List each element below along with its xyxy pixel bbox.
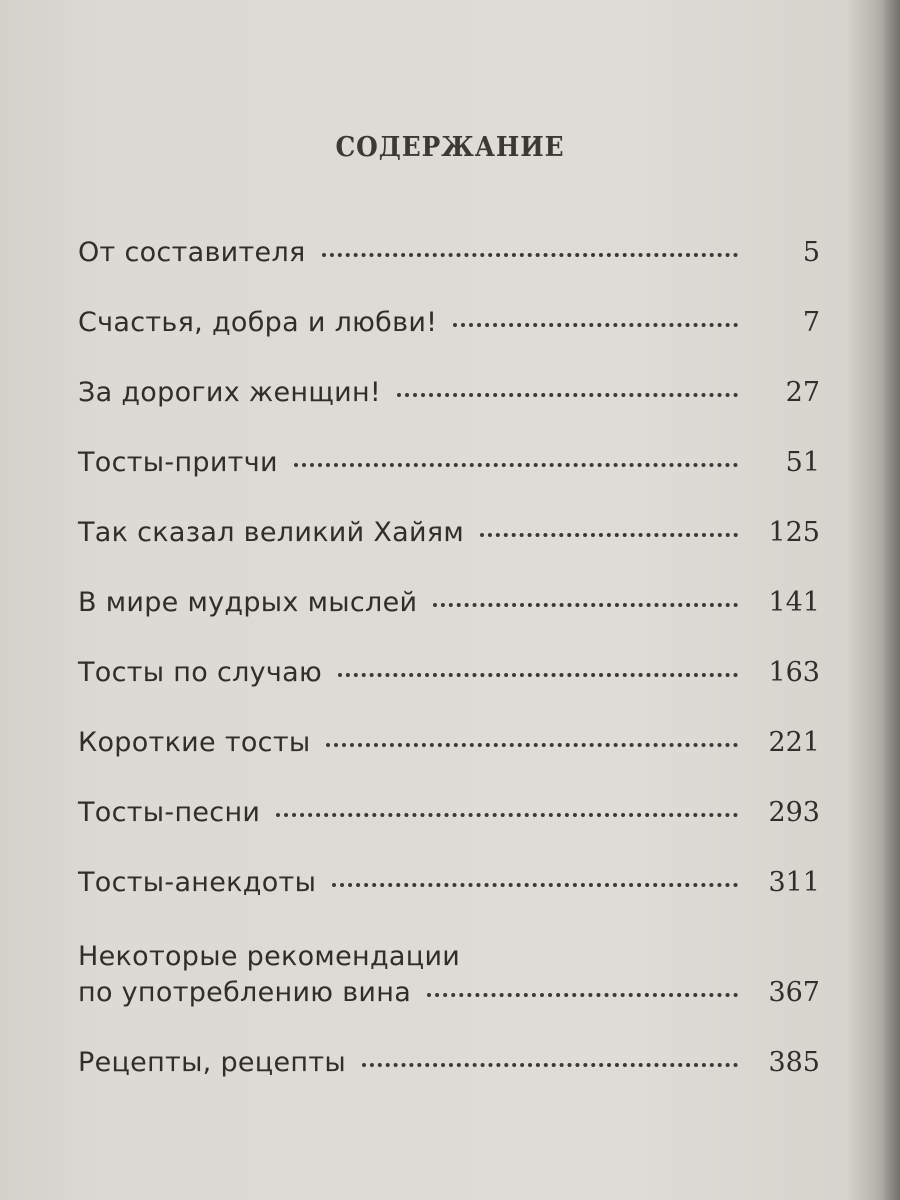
toc-entry: [78, 850, 820, 920]
toc-entry: [78, 360, 820, 430]
toc-entry: [78, 430, 820, 500]
toc-entry-title: В мире мудрых мыслей: [78, 587, 418, 618]
dot-leader: [453, 323, 738, 327]
dot-leader: [397, 393, 738, 397]
toc-entry-page: 5: [802, 237, 820, 268]
dot-leader: [276, 813, 738, 817]
toc-entry: [78, 920, 820, 1030]
toc-entry-page: 221: [768, 727, 820, 758]
toc-entry-title: Короткие тосты: [78, 727, 311, 758]
toc-entry-title: Так сказал великий Хайям: [78, 517, 465, 548]
toc-entry-page: 163: [768, 657, 820, 688]
dot-leader: [322, 253, 738, 257]
toc-entry: [78, 290, 820, 360]
toc-entry: [78, 220, 820, 290]
toc-entry-title: От составителя: [78, 237, 306, 268]
toc-entry: [78, 640, 820, 710]
dot-leader: [362, 1063, 738, 1067]
toc-entry-page: 125: [768, 517, 820, 548]
toc-entry-title: Тосты по случаю: [78, 657, 323, 688]
dot-leader: [433, 603, 738, 607]
dot-leader: [294, 463, 738, 467]
toc-entry-title: Счастья, добра и любви!: [78, 307, 438, 338]
dot-leader: [480, 533, 738, 537]
toc-entry-page: 27: [785, 377, 820, 408]
dot-leader: [332, 883, 738, 887]
dot-leader: [326, 743, 738, 747]
dot-leader: [427, 993, 738, 997]
dot-leader: [338, 673, 738, 677]
toc-entry-title: Тосты-анекдоты: [78, 867, 317, 898]
toc-entry-title: по употреблению вина: [78, 977, 412, 1008]
toc-entry-page: 51: [785, 447, 820, 478]
toc-entry: [78, 710, 820, 780]
toc-entry-page: 141: [768, 587, 820, 618]
toc-entry: [78, 780, 820, 850]
toc-entry-page: 367: [768, 977, 820, 1008]
toc-entry-page: 7: [802, 307, 820, 338]
toc-entry-title: Тосты-песни: [78, 797, 261, 828]
table-of-contents: [78, 220, 820, 1100]
toc-entry-title: Тосты-притчи: [78, 447, 278, 478]
toc-entry-page: 311: [768, 867, 820, 898]
toc-entry-page: 385: [768, 1047, 820, 1078]
toc-entry-title-line1: Некоторые рекомендации: [78, 941, 461, 972]
toc-entry-title: За дорогих женщин!: [78, 377, 382, 408]
toc-entry: [78, 500, 820, 570]
toc-entry: [78, 1030, 820, 1100]
page-heading: СОДЕРЖАНИЕ: [335, 132, 565, 163]
toc-entry: [78, 570, 820, 640]
toc-entry-page: 293: [768, 797, 820, 828]
toc-entry-title: Рецепты, рецепты: [78, 1047, 346, 1078]
